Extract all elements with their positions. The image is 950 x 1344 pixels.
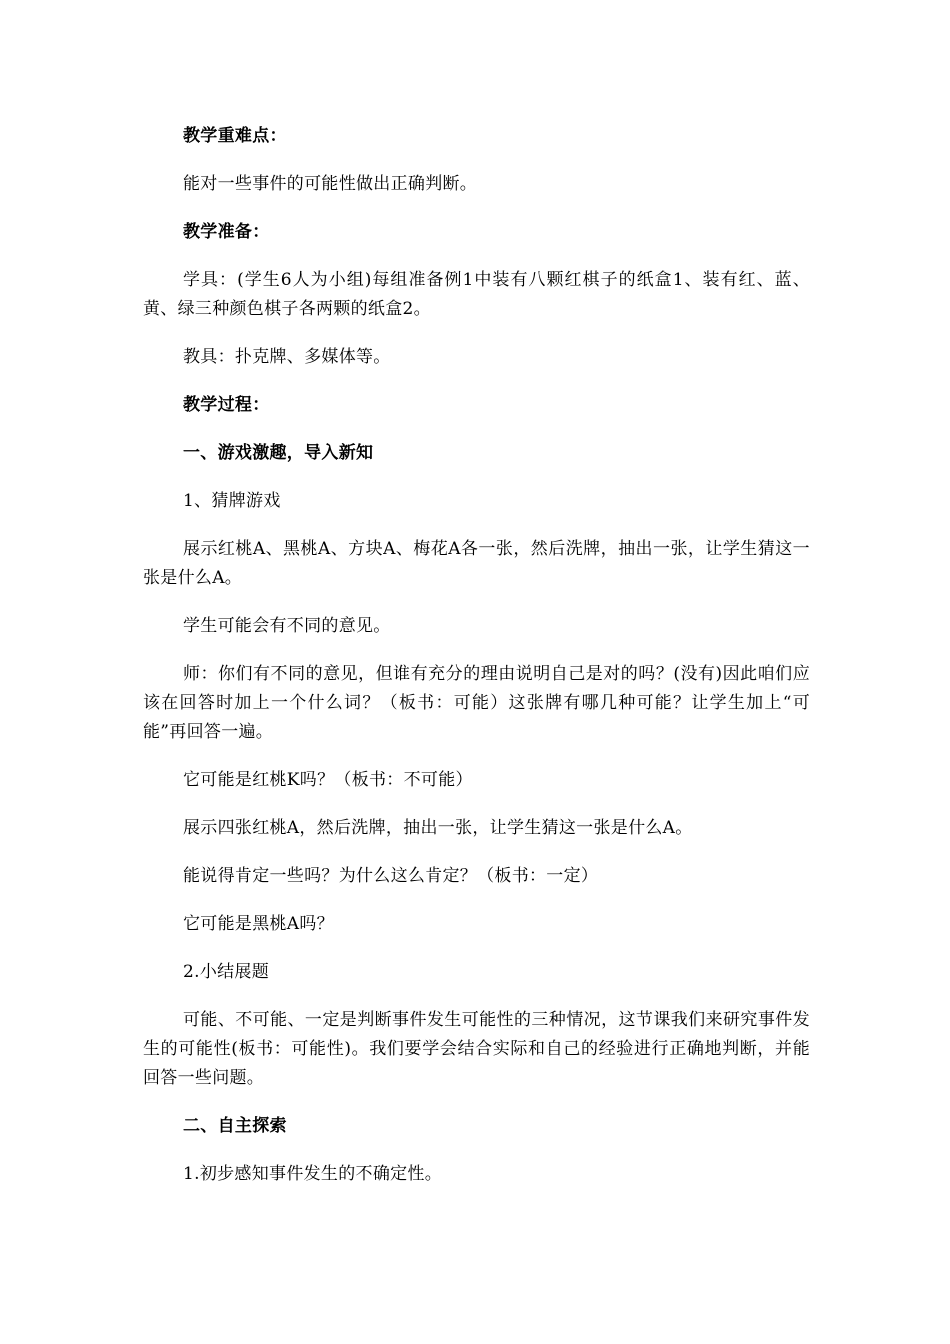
paragraph-key-points: 能对一些事件的可能性做出正确判断。	[183, 174, 478, 194]
paragraph-card-game: 1、猜牌游戏	[183, 491, 281, 511]
paragraph-student-opinions: 学生可能会有不同的意见。	[183, 616, 391, 636]
paragraph-certain: 能说得肯定一些吗？为什么这么肯定？（板书：一定）	[183, 866, 599, 886]
heading-key-points: 教学重难点：	[183, 126, 287, 146]
document-body	[143, 122, 810, 1208]
paragraph-red-king: 它可能是红桃K吗？（板书：不可能）	[183, 770, 473, 790]
heading-teaching-process: 教学过程：	[183, 395, 270, 415]
paragraph-spade-ace: 它可能是黑桃A吗？	[183, 914, 334, 934]
heading-section-two: 二、自主探索	[183, 1116, 287, 1136]
heading-section-one: 一、游戏激趣，导入新知	[183, 443, 374, 463]
paragraph-teacher-materials: 教具：扑克牌、多媒体等。	[183, 347, 391, 367]
paragraph-four-hearts: 展示四张红桃A，然后洗牌，抽出一张，让学生猜这一张是什么A。	[183, 818, 693, 838]
paragraph-student-materials: 学具：(学生6人为小组)每组准备例1中装有八颗红棋子的纸盒1、装有红、蓝、黄、绿三种颜色棋子各两颗的纸盒2。	[143, 270, 810, 319]
heading-preparation: 教学准备：	[183, 222, 270, 242]
paragraph-show-cards: 展示红桃A、黑桃A、方块A、梅花A各一张，然后洗牌，抽出一张，让学生猜这一张是什么A。	[143, 539, 810, 588]
paragraph-summary-title: 2.小结展题	[183, 962, 270, 982]
paragraph-teacher-question: 师：你们有不同的意见，但谁有充分的理由说明自己是对的吗？(没有)因此咱们应该在回答时加上一个什么词？（板书：可能）这张牌有哪几种可能？让学生加上“可能”再回答一遍。	[143, 664, 810, 742]
paragraph-summary: 可能、不可能、一定是判断事件发生可能性的三种情况，这节课我们来研究事件发生的可能性(板书：可能性)。我们要学会结合实际和自己的经验进行正确地判断，并能回答一些问题。	[143, 1010, 810, 1088]
paragraph-uncertainty: 1.初步感知事件发生的不确定性。	[183, 1164, 443, 1184]
